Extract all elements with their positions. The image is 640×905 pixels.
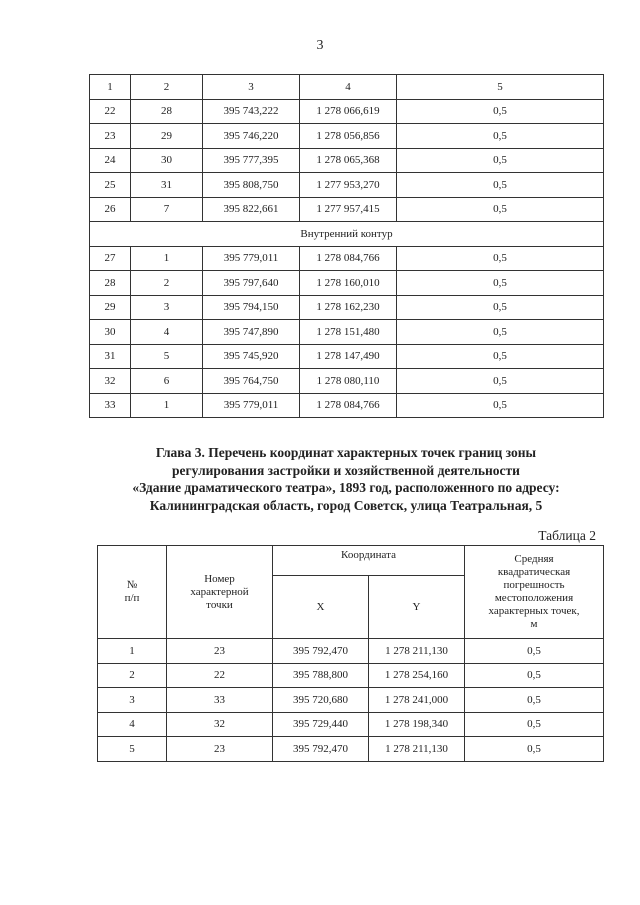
table-cell: 395 797,640 <box>203 271 300 296</box>
zone-coordinates-table <box>97 545 604 762</box>
chapter-heading-line: Глава 3. Перечень координат характерных точек границ зоны <box>155 445 537 460</box>
table-cell: 5 <box>98 737 167 762</box>
page-number: 3 <box>316 38 324 53</box>
table-cell: 395 808,750 <box>203 173 300 198</box>
table-cell: 4 <box>98 712 167 737</box>
table-cell: 0,5 <box>397 369 604 394</box>
table-cell: 4 <box>131 320 203 345</box>
table-cell: 1 278 066,619 <box>300 99 397 124</box>
table-cell: 2 <box>98 663 167 688</box>
table-cell: 1 278 084,766 <box>300 246 397 271</box>
table-row <box>90 99 604 124</box>
table-cell: 1 278 162,230 <box>300 295 397 320</box>
table-cell: 30 <box>90 320 131 345</box>
table-cell: 395 764,750 <box>203 369 300 394</box>
table-row <box>90 393 604 418</box>
table-cell: 0,5 <box>397 197 604 222</box>
table-row <box>90 320 604 345</box>
table-caption: Таблица 2 <box>538 528 596 543</box>
header-coordinate: Координата <box>273 546 465 576</box>
header-point-number: Номер характерной точки <box>167 546 273 639</box>
table-cell: 29 <box>131 124 203 149</box>
table-row <box>98 688 604 713</box>
section-label: Внутренний контур <box>90 222 604 247</box>
table-cell: 26 <box>90 197 131 222</box>
table-cell: 31 <box>131 173 203 198</box>
table-cell: 1 278 254,160 <box>369 663 465 688</box>
table-cell: 0,5 <box>397 320 604 345</box>
header-y: Y <box>369 576 465 639</box>
table-cell: 0,5 <box>397 99 604 124</box>
table-cell: 28 <box>131 99 203 124</box>
table-cell: 395 788,800 <box>273 663 369 688</box>
table-cell: 28 <box>90 271 131 296</box>
chapter-heading-line: Калининградская область, город Советск, улица Театральная, 5 <box>149 497 543 513</box>
table-cell: 1 277 953,270 <box>300 173 397 198</box>
table-cell: 1 278 211,130 <box>369 639 465 664</box>
table-cell: 395 745,920 <box>203 344 300 369</box>
table-cell: 23 <box>167 737 273 762</box>
table-cell: 3 <box>131 295 203 320</box>
table-cell: 33 <box>90 393 131 418</box>
table-cell: 0,5 <box>465 688 604 713</box>
table-cell: 25 <box>90 173 131 198</box>
table-cell: 2 <box>131 271 203 296</box>
table-cell: 395 747,890 <box>203 320 300 345</box>
header-x: X <box>273 576 369 639</box>
table-cell: 32 <box>90 369 131 394</box>
table-cell: 1 278 151,480 <box>300 320 397 345</box>
header-number: № п/п <box>98 546 167 639</box>
table-cell: 395 743,222 <box>203 99 300 124</box>
table-row <box>90 124 604 149</box>
table-cell: 3 <box>98 688 167 713</box>
table-cell: 32 <box>167 712 273 737</box>
table-row <box>90 369 604 394</box>
table-cell: 5 <box>131 344 203 369</box>
table-cell: 0,5 <box>465 737 604 762</box>
table-cell: 0,5 <box>397 246 604 271</box>
table-row <box>98 737 604 762</box>
coordinates-table-continued <box>89 74 604 418</box>
table-cell: 29 <box>90 295 131 320</box>
table-row <box>90 271 604 296</box>
table-cell: 1 278 065,368 <box>300 148 397 173</box>
table-cell: 395 794,150 <box>203 295 300 320</box>
chapter-heading-line: «Здание драматического театра», 1893 год, расположенного по адресу: <box>132 480 560 495</box>
table-row <box>90 344 604 369</box>
table-cell: 0,5 <box>397 271 604 296</box>
chapter-heading <box>90 444 602 514</box>
table-row <box>90 246 604 271</box>
table-cell: 0,5 <box>465 663 604 688</box>
table-cell: 1 278 080,110 <box>300 369 397 394</box>
table-row <box>90 197 604 222</box>
column-number-cell: 1 <box>90 75 131 100</box>
table-row <box>98 712 604 737</box>
column-number-cell: 4 <box>300 75 397 100</box>
table-cell: 7 <box>131 197 203 222</box>
table-cell: 0,5 <box>397 173 604 198</box>
header-error: Средняя квадратическая погрешность местоположения характерных точек, м <box>465 546 604 639</box>
table-cell: 395 720,680 <box>273 688 369 713</box>
column-number-cell: 3 <box>203 75 300 100</box>
table-header-row <box>98 546 604 576</box>
table-cell: 22 <box>90 99 131 124</box>
table-cell: 1 278 241,000 <box>369 688 465 713</box>
section-row <box>90 222 604 247</box>
table-cell: 1 <box>98 639 167 664</box>
table-cell: 395 792,470 <box>273 639 369 664</box>
table-row <box>98 663 604 688</box>
table-cell: 1 278 160,010 <box>300 271 397 296</box>
table-cell: 395 779,011 <box>203 246 300 271</box>
table-cell: 395 792,470 <box>273 737 369 762</box>
table-cell: 1 <box>131 393 203 418</box>
table-row <box>98 639 604 664</box>
table-cell: 395 777,395 <box>203 148 300 173</box>
table-cell: 1 278 084,766 <box>300 393 397 418</box>
table-cell: 0,5 <box>397 148 604 173</box>
table-cell: 1 278 198,340 <box>369 712 465 737</box>
table-cell: 0,5 <box>465 639 604 664</box>
table-cell: 1 278 147,490 <box>300 344 397 369</box>
table-cell: 1 278 056,856 <box>300 124 397 149</box>
table-cell: 0,5 <box>397 295 604 320</box>
table-cell: 23 <box>90 124 131 149</box>
table-cell: 24 <box>90 148 131 173</box>
table-cell: 0,5 <box>397 344 604 369</box>
table-cell: 395 779,011 <box>203 393 300 418</box>
table-cell: 22 <box>167 663 273 688</box>
table-row <box>90 148 604 173</box>
table-cell: 0,5 <box>465 712 604 737</box>
table-cell: 1 <box>131 246 203 271</box>
table-cell: 23 <box>167 639 273 664</box>
table-cell: 395 746,220 <box>203 124 300 149</box>
table-cell: 1 277 957,415 <box>300 197 397 222</box>
table-cell: 0,5 <box>397 124 604 149</box>
table-row <box>90 173 604 198</box>
table-cell: 27 <box>90 246 131 271</box>
table-cell: 30 <box>131 148 203 173</box>
table-cell: 395 729,440 <box>273 712 369 737</box>
table-cell: 0,5 <box>397 393 604 418</box>
table-cell: 395 822,661 <box>203 197 300 222</box>
column-number-cell: 2 <box>131 75 203 100</box>
table-cell: 1 278 211,130 <box>369 737 465 762</box>
column-number-row <box>90 75 604 100</box>
column-number-cell: 5 <box>397 75 604 100</box>
table-cell: 33 <box>167 688 273 713</box>
table-cell: 6 <box>131 369 203 394</box>
table-row <box>90 295 604 320</box>
chapter-heading-line: регулирования застройки и хозяйственной деятельности <box>172 462 520 478</box>
table-cell: 31 <box>90 344 131 369</box>
